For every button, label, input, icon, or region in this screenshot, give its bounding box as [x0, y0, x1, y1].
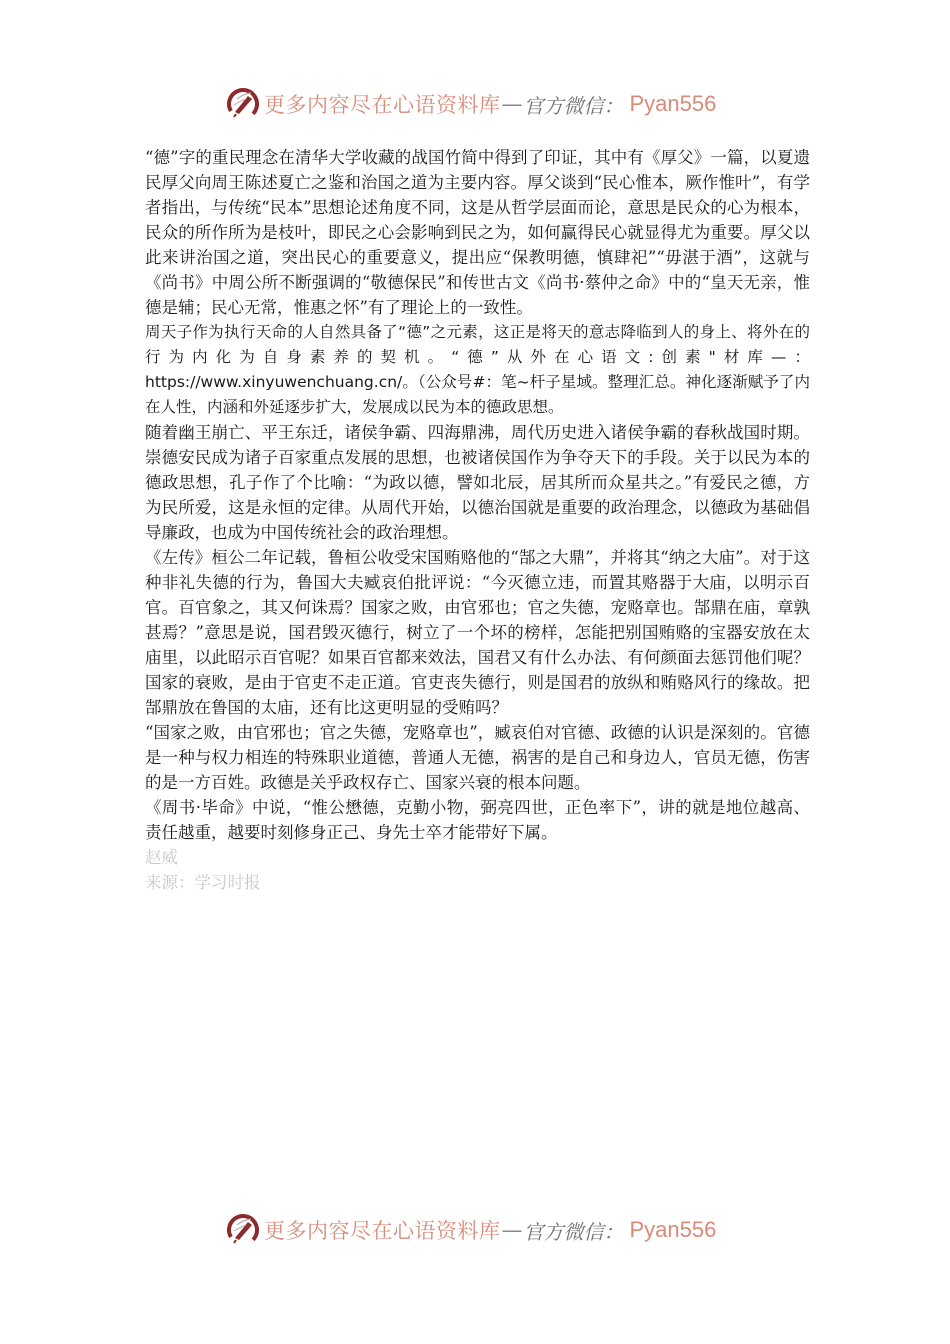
source: 来源：学习时报: [145, 873, 261, 892]
paragraph-1: “德”字的重民理念在清华大学收藏的战国竹简中得到了印证，其中有《厚父》一篇，以夏遗民厚父向周王陈述夏亡之鉴和治国之道为主要内容。厚父谈到“民心惟本，厥作惟叶”，有学者指出，与传统“民本”思想论述角度不同，这是从哲学层面而论，意思是民众的心为根本，民众的所作所为是枝叶，即民之心会影响到民之为，如何赢得民心就显得尤为重要。厚父以此来讲治国之道，突出民心的重要意义，提出应“保教明德，慎肆祀”“毋湛于酒”，这就与《尚书》中周公所不断强调的“敬德保民”和传世古文《尚书·蔡仲之命》中的“皇天无亲，惟德是辅；民心无常，惟惠之怀”有了理论上的一致性。: [145, 148, 810, 317]
banner-wechat-id: Pyan556: [629, 1217, 717, 1242]
paragraph-3: 随着幽王崩亡、平王东迁，诸侯争霸、四海鼎沸，周代历史进入诸侯争霸的春秋战国时期。崇德安民成为诸子百家重点发展的思想，也被诸侯国作为争夺天下的手段。关于以民为本的德政思想，孔子作了个比喻：“为政以德，譬如北辰，居其所而众星共之。”有爱民之德，方为民所爱，这是永恒的定律。从周代开始，以德治国就是重要的政治理念，以德政为基础倡导廉政，也成为中国传统社会的政治理想。: [145, 423, 810, 542]
quill-pen-logo-icon: [226, 87, 260, 121]
author: 赵威: [145, 848, 178, 867]
banner-main-text: 更多内容尽在心语资料库: [264, 93, 501, 117]
paragraph-5: “国家之败，由官邪也；官之失德，宠赂章也”，臧哀伯对官德、政德的认识是深刻的。官德是一种与权力相连的特殊职业道德，普通人无德，祸害的是自己和身边人，官员无德，伤害的是一方百姓。政德是关乎政权存亡、国家兴衰的根本问题。: [145, 723, 810, 792]
header-banner: [226, 84, 716, 124]
paragraph-2: 周天子作为执行天命的人自然具备了“德”之元素，这正是将天的意志降临到人的身上、将外在的行为内化为自身素养的契机。“德”从外在心语文:创素"材库—：https://www.xinyuwenchuang.cn/。（公众号#：笔~杆子星域。整理汇总。神化逐渐赋予了内在人性，内涵和外延逐步扩大，发展成以民为本的德政思想。: [145, 323, 810, 416]
paragraph-6: 《周书·毕命》中说，“惟公懋德，克勤小物，弼亮四世，正色率下”，讲的就是地位越高、责任越重，越要时刻修身正己、身先士卒才能带好下属。: [145, 798, 810, 842]
quill-pen-logo-icon: [226, 1213, 260, 1247]
banner-wechat-id: Pyan556: [629, 91, 717, 116]
banner-dash: —: [501, 1218, 523, 1242]
banner-dash: —: [501, 92, 523, 116]
footer-banner: [226, 1210, 716, 1250]
banner-wechat-label: 官方微信：: [523, 1219, 624, 1244]
article-body: [145, 145, 810, 895]
banner-wechat-label: 官方微信：: [523, 93, 624, 118]
banner-main-text: 更多内容尽在心语资料库: [264, 1219, 501, 1243]
paragraph-4: 《左传》桓公二年记载，鲁桓公收受宋国贿赂他的“郜之大鼎”，并将其“纳之大庙”。对于这种非礼失德的行为，鲁国大夫臧哀伯批评说：“今灭德立违，而置其赂器于大庙，以明示百官。百官象之，其又何诛焉？国家之败，由官邪也；官之失德，宠赂章也。郜鼎在庙，章孰甚焉？”意思是说，国君毁灭德行，树立了一个坏的榜样，怎能把别国贿赂的宝器安放在太庙里，以此昭示百官呢？如果百官都来效法，国君又有什么办法、有何颜面去惩罚他们呢？国家的衰败，是由于官吏不走正道。官吏丧失德行，则是国君的放纵和贿赂风行的缘故。把郜鼎放在鲁国的太庙，还有比这更明显的受贿吗？: [145, 548, 810, 717]
